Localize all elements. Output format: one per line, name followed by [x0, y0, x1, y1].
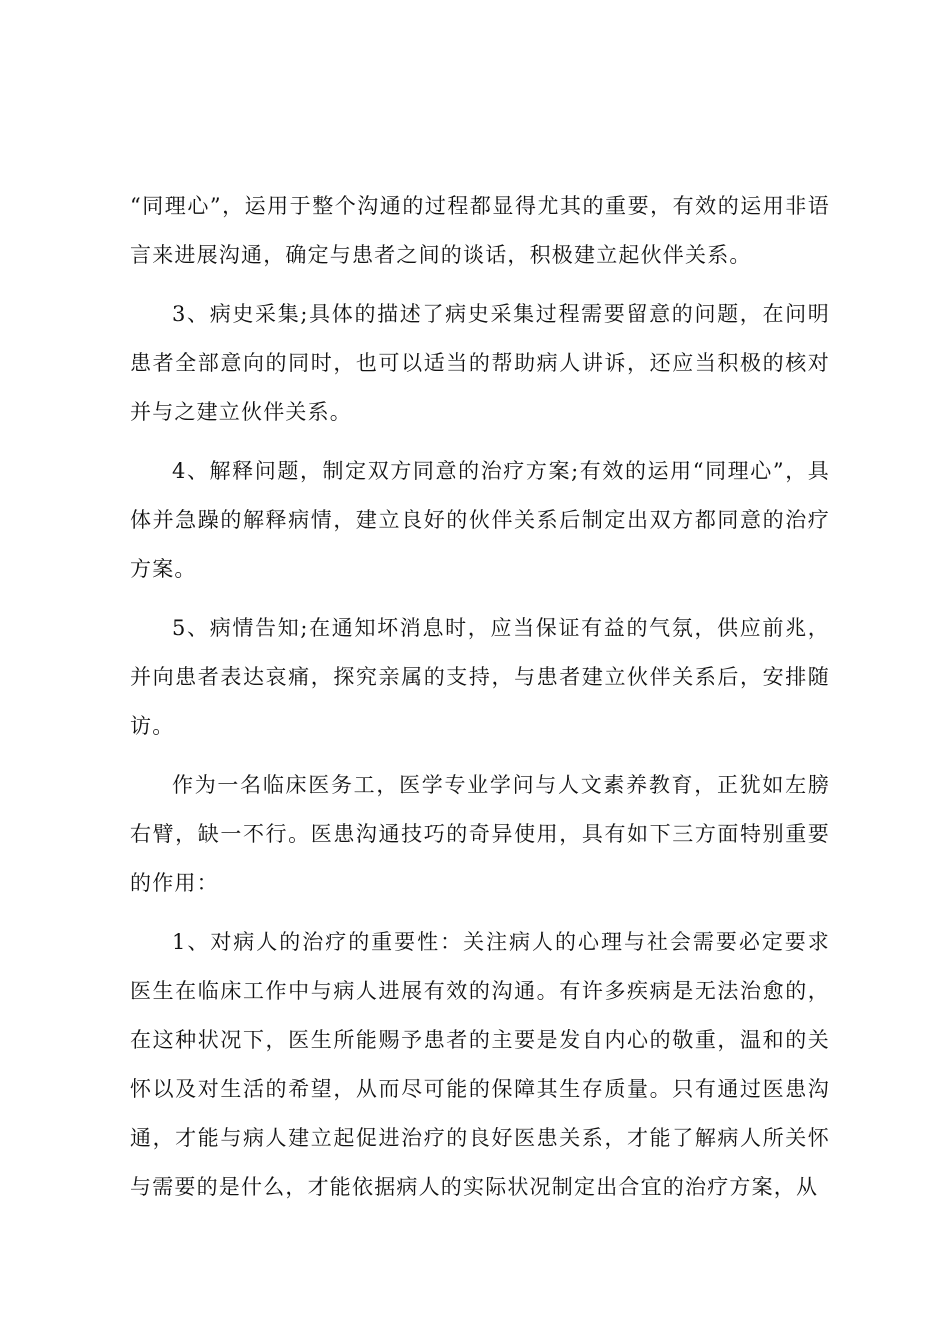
document-body: [130, 182, 830, 1222]
paragraph-clinical-worker: 作为一名临床医务工，医学专业学问与人文素养教育，正犹如左膀右臂，缺一不行。医患沟通技巧的奇异使用，具有如下三方面特别重要的作用：: [130, 773, 830, 895]
paragraph-condition-notice: 5、病情告知;在通知坏消息时，应当保证有益的气氛，供应前兆，并向患者表达哀痛，探究亲属的支持，与患者建立伙伴关系后，安排随访。: [130, 616, 830, 738]
paragraph-history-taking: 3、病史采集;具体的描述了病史采集过程需要留意的问题，在问明患者全部意向的同时，也可以适当的帮助病人讲诉，还应当积极的核对并与之建立伙伴关系。: [130, 302, 830, 424]
paragraph-explain-problem: 4、解释问题，制定双方同意的治疗方案;有效的运用“同理心”，具体并急躁的解释病情，建立良好的伙伴关系后制定出双方都同意的治疗方案。: [130, 459, 830, 581]
paragraph-continuation: “同理心”，运用于整个沟通的过程都显得尤其的重要，有效的运用非语言来进展沟通，确定与患者之间的谈话，积极建立起伙伴关系。: [130, 194, 830, 267]
paragraph-treatment-importance: 1、对病人的治疗的重要性：关注病人的心理与社会需要必定要求医生在临床工作中与病人进展有效的沟通。有许多疾病是无法治愈的，在这种状况下，医生所能赐予患者的主要是发自内心的敬重，温和的关怀以及对生活的希望，从而尽可能的保障其生存质量。只有通过医患沟通，才能与病人建立起促进治疗的良好医患关系，才能了解病人所关怀与需要的是什么，才能依据病人的实际状况制定出合宜的治疗方案，从: [130, 930, 830, 1199]
